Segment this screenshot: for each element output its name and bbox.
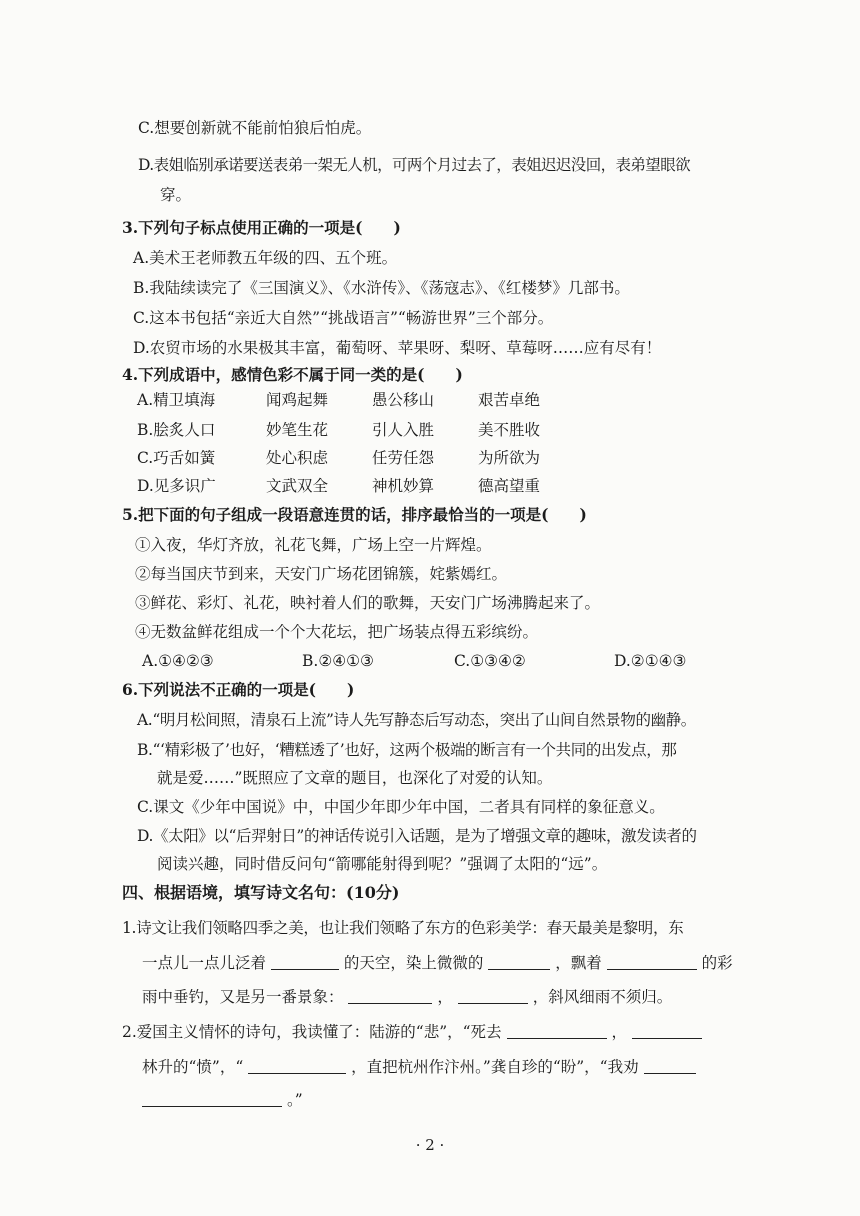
q5-options bbox=[142, 652, 686, 670]
q4-cell: A.精卫填海 bbox=[137, 391, 216, 409]
q4-cell: 神机妙算 bbox=[372, 477, 435, 495]
answer-blank[interactable] bbox=[488, 954, 550, 970]
q5-option: C.①③④② bbox=[454, 652, 526, 670]
q6-option-c: C.课文《少年中国说》中，中国少年即少年中国，二者具有同样的象征意义。 bbox=[137, 798, 665, 816]
fill-text: ， bbox=[437, 988, 453, 1006]
q4-cell: 引人入胜 bbox=[372, 421, 435, 439]
q4-row-b bbox=[137, 418, 540, 440]
q4-cell: 美不胜收 bbox=[478, 421, 541, 439]
answer-blank[interactable] bbox=[607, 954, 697, 970]
question-5: 5.把下面的句子组成一段语意连贯的话，排序最恰当的一项是( ) bbox=[122, 505, 587, 524]
fill-text: 2.爱国主义情怀的诗句，我读懂了：陆游的“悲”，“死去 bbox=[122, 1023, 502, 1041]
answer-blank[interactable] bbox=[271, 954, 339, 970]
question-3: 3.下列句子标点使用正确的一项是( ) bbox=[122, 218, 401, 237]
q5-sentence-1: ①入夜，华灯齐放，礼花飞舞，广场上空一片辉煌。 bbox=[135, 536, 492, 554]
fill-q1-line3 bbox=[142, 987, 672, 1007]
fill-text: ， bbox=[611, 1023, 627, 1041]
q4-row-a bbox=[137, 388, 540, 410]
q5-sentence-3: ③鲜花、彩灯、礼花，映衬着人们的歌舞，天安门广场沸腾起来了。 bbox=[135, 594, 601, 612]
line-c: C.想要创新就不能前怕狼后怕虎。 bbox=[138, 119, 372, 137]
q4-cell: 文武双全 bbox=[266, 477, 329, 495]
fill-text: 一点儿一点儿泛着 bbox=[142, 954, 267, 972]
fill-text: 。” bbox=[286, 1091, 303, 1109]
fill-text: 的天空，染上微微的 bbox=[343, 954, 484, 972]
q3-option-a: A.美术王老师教五年级的四、五个班。 bbox=[133, 249, 398, 267]
q4-cell: 艰苦卓绝 bbox=[478, 391, 541, 409]
answer-blank[interactable] bbox=[142, 1091, 282, 1107]
fill-q2-line3 bbox=[142, 1090, 303, 1110]
q5-sentence-4: ④无数盆鲜花组成一个个大花坛，把广场装点得五彩缤纷。 bbox=[135, 623, 539, 641]
fill-text: ，直把杭州作汴州。”龚自珍的“盼”，“我劝 bbox=[351, 1058, 639, 1076]
answer-blank[interactable] bbox=[632, 1023, 702, 1039]
answer-blank[interactable] bbox=[348, 988, 432, 1004]
fill-q1-line2 bbox=[142, 953, 733, 973]
fill-text: 的彩 bbox=[701, 954, 733, 972]
page-number: · 2 · bbox=[415, 1136, 445, 1154]
q3-option-d: D.农贸市场的水果极其丰富，葡萄呀、苹果呀、梨呀、草莓呀……应有尽有！ bbox=[133, 339, 662, 357]
q4-cell: 德高望重 bbox=[478, 477, 541, 495]
answer-blank[interactable] bbox=[458, 988, 528, 1004]
q6-option-b-cont: 就是爱……”既照应了文章的题目，也深化了对爱的认知。 bbox=[157, 769, 553, 787]
question-6: 6.下列说法不正确的一项是( ) bbox=[122, 680, 355, 699]
answer-blank[interactable] bbox=[644, 1058, 696, 1074]
fill-text: ，斜风细雨不须归。 bbox=[532, 988, 673, 1006]
answer-blank[interactable] bbox=[248, 1058, 346, 1074]
q3-option-b: B.我陆续读完了《三国演义》、《水浒传》、《荡寇志》、《红楼梦》几部书。 bbox=[133, 279, 630, 297]
fill-text: 雨中垂钓，又是另一番景象： bbox=[142, 988, 344, 1006]
q6-option-d: D.《太阳》以“后羿射日”的神话传说引入话题，是为了增强文章的趣味，激发读者的 bbox=[137, 827, 697, 845]
question-4: 4.下列成语中，感情色彩不属于同一类的是( ) bbox=[122, 365, 463, 384]
q4-row-d bbox=[137, 474, 540, 496]
line-d: D.表姐临别承诺要送表弟一架无人机，可两个月过去了，表姐迟迟没回，表弟望眼欲 bbox=[138, 156, 691, 174]
q5-sentence-2: ②每当国庆节到来，天安门广场花团锦簇，姹紫嫣红。 bbox=[135, 565, 508, 583]
q4-cell: B.脍炙人口 bbox=[137, 421, 216, 439]
q6-option-d-cont: 阅读兴趣，同时借反问句“箭哪能射得到呢？”强调了太阳的“远”。 bbox=[157, 855, 608, 873]
q4-cell: 处心积虑 bbox=[266, 449, 329, 467]
q6-option-a: A.“明月松间照，清泉石上流”诗人先写静态后写动态，突出了山间自然景物的幽静。 bbox=[137, 711, 696, 729]
q4-cell: D.见多识广 bbox=[137, 477, 216, 495]
q4-row-c bbox=[137, 446, 540, 468]
q5-option: A.①④②③ bbox=[142, 652, 214, 670]
q4-cell: 闻鸡起舞 bbox=[266, 391, 329, 409]
fill-q2-line1 bbox=[122, 1022, 702, 1042]
q5-option: B.②④①③ bbox=[302, 652, 374, 670]
q4-cell: 为所欲为 bbox=[478, 449, 541, 467]
fill-text: ，飘着 bbox=[555, 954, 602, 972]
q4-cell: 愚公移山 bbox=[372, 391, 435, 409]
answer-blank[interactable] bbox=[507, 1023, 607, 1039]
q4-cell: 妙笔生花 bbox=[266, 421, 329, 439]
q4-cell: C.巧舌如簧 bbox=[137, 449, 216, 467]
q5-option: D.②①④③ bbox=[614, 652, 687, 670]
section-4-title: 四、根据语境，填写诗文名句：(10分) bbox=[122, 883, 400, 902]
q4-cell: 任劳任怨 bbox=[372, 449, 435, 467]
fill-q2-line2 bbox=[142, 1057, 696, 1077]
line-d-cont: 穿。 bbox=[160, 186, 192, 204]
fill-q1-line1: 1.诗文让我们领略四季之美，也让我们领略了东方的色彩美学：春天最美是黎明，东 bbox=[122, 919, 684, 937]
q6-option-b: B.“‘精彩极了’也好，‘糟糕透了’也好，这两个极端的断言有一个共同的出发点，那 bbox=[137, 741, 677, 759]
q3-option-c: C.这本书包括“亲近大自然”“挑战语言”“畅游世界”三个部分。 bbox=[133, 309, 554, 327]
fill-text: 林升的“愤”，“ bbox=[142, 1058, 244, 1076]
